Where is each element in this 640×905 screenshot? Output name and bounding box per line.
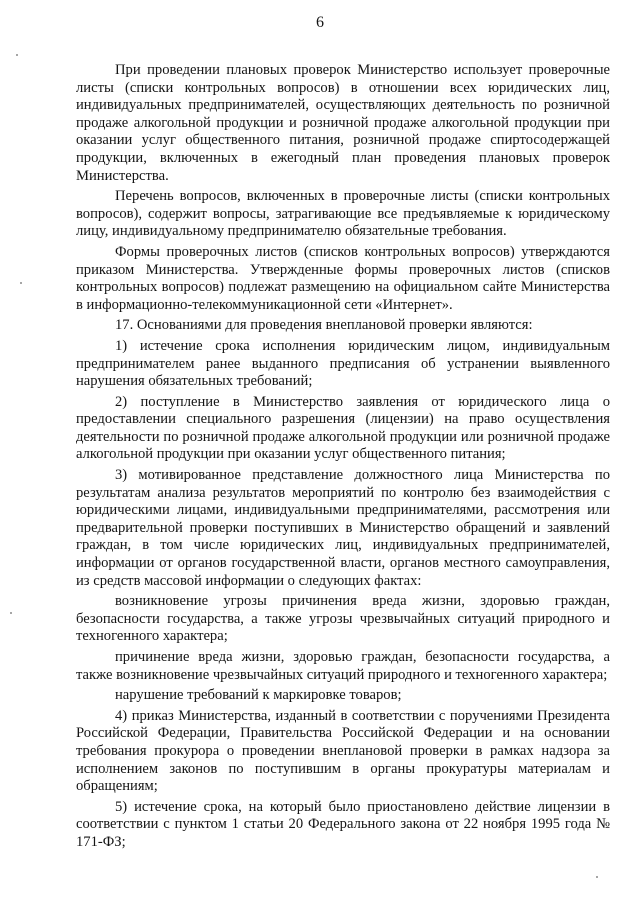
paragraph-subitem-4: 4) приказ Министерства, изданный в соответствии с поручениями Президента Российской Федерации, Правительства Российской Федерации и на основании требования прокурора о проведении внеплановой проверки в рамках надзора за исполнением законов по поступившим в органы прокуратуры материалам и обращениям; [76,707,610,795]
paragraph-question-list: Перечень вопросов, включенных в проверочные листы (списки контрольных вопросов), содержит вопросы, затрагивающие все предъявляемые к юридическому лицу, индивидуальному предпринимателю обязательные требования. [76,188,610,240]
paragraph-checklist-forms: Формы проверочных листов (списков контрольных вопросов) утверждаются приказом Министерства. Утвержденные формы проверочных листов (списков контрольных вопросов) подлежат размещению на официальном сайте Министерства в информационно-телекоммуникационной сети «Интернет». [76,243,610,313]
page-number: 6 [316,14,324,31]
paragraph-item-17: 17. Основаниями для проведения внеплановой проверки являются: [115,317,533,334]
paragraph-subitem-5: 5) истечение срока, на который было приостановлено действие лицензии в соответствии с пунктом 1 статьи 20 Федерального закона от 22 ноября 1995 года № 171-ФЗ; [76,798,610,850]
paragraph-planned-inspections: При проведении плановых проверок Министерство использует проверочные листы (списки контрольных вопросов) в отношении всех юридических лиц, индивидуальных предпринимателей, осуществляющих деятельность по розничной продаже алкогольной продукции и розничной продаже алкогольной продукции при оказании услуг общественного питания, розничной продаже спиртосодержащей продукции, включенных в ежегодный план проведения плановых проверок Министерства. [76,62,610,184]
scan-speck [596,876,598,878]
paragraph-subitem-3: 3) мотивированное представление должностного лица Министерства по результатам анализа результатов мероприятий по контролю без взаимодействия с юридическими лицами, индивидуальными предпринимателями, рассмотрения или предварительной проверки поступивших в Министерство обращений и заявлений граждан, в том числе юридических лиц, индивидуальных предпринимателей, информации от органов государственной власти, органов местного самоуправления, из средств массовой информации о следующих фактах: [76,467,610,589]
scan-speck [20,282,22,284]
scan-speck [16,54,18,56]
paragraph-labeling-violation: нарушение требований к маркировке товаров; [115,687,402,704]
paragraph-threat-of-harm: возникновение угрозы причинения вреда жизни, здоровью граждан, безопасности государства, а также угрозы чрезвычайных ситуаций природного и техногенного характера; [76,593,610,645]
scan-speck [10,612,12,614]
paragraph-subitem-1: 1) истечение срока исполнения юридическим лицом, индивидуальным предпринимателем ранее выданного предписания об устранении выявленного нарушения обязательных требований; [76,337,610,390]
document-body [76,62,610,855]
paragraph-harm-caused: причинение вреда жизни, здоровью граждан, безопасности государства, а также возникновение чрезвычайных ситуаций природного и техногенного характера; [76,649,610,683]
paragraph-subitem-2: 2) поступление в Министерство заявления от юридического лица о предоставлении специального разрешения (лицензии) на право осуществления деятельности по розничной продаже алкогольной продукции или розничной продаже алкогольной продукции при оказании услуг общественного питания; [76,393,610,463]
